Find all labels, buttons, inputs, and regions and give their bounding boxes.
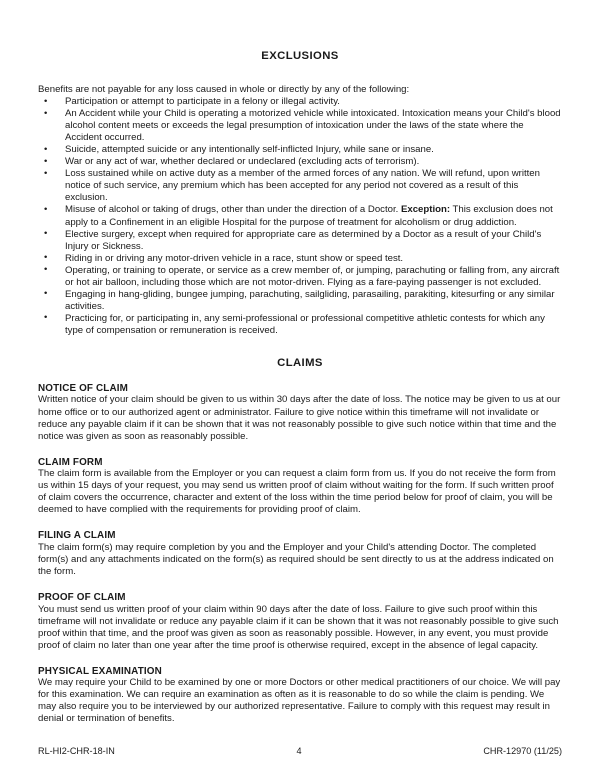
- claims-section-body: We may require your Child to be examined by one or more Doctors or other medical practitioners of our choice. We will pay for this examination. We can require an examination as often as it is reasonable to do so while the claim is pending. We may also require you to be interviewed by our authorized representative. Failure to comply with this request may result in denial or termination of benefits.: [38, 677, 561, 725]
- claims-section-heading: FILING A CLAIM: [38, 530, 116, 542]
- exclusion-item: • Operating, or training to operate, or service as a crew member of, or jumping, parachuting or falling from, any aircraft or hot air balloon, including those which are not motor-driven. Flying as a fare-paying passenger is not excluded.: [38, 265, 562, 289]
- exclusion-item: • War or any act of war, whether declared or undeclared (excluding acts of terrorism).: [38, 156, 562, 168]
- claims-sections: [38, 369, 562, 725]
- claims-heading: CLAIMS: [277, 356, 323, 369]
- exclusion-item: [38, 204, 562, 228]
- claims-section: [38, 652, 562, 726]
- claims-section-heading: NOTICE OF CLAIM: [38, 382, 129, 394]
- exclusion-item: • Participation or attempt to participate in a felony or illegal activity.: [38, 96, 562, 108]
- exclusion-item: • Engaging in hang-gliding, bungee jumping, parachuting, sailgliding, parasailing, parakiting, kitesurfing or any similar activities.: [38, 289, 562, 313]
- exclusion-item: • Practicing for, or participating in, any semi-professional or professional competitive athletic contests for which any type of compensation or remuneration is received.: [38, 313, 562, 337]
- exclusion-item: • Elective surgery, except when required for appropriate care as determined by a Doctor as a result of your Child's Injury or Sickness.: [38, 229, 562, 253]
- exclusion-item-text-continued: This exclusion does not apply to a Confinement in an eligible Hospital for the purpose of treatment for alcoholism or drug addiction.: [65, 204, 553, 228]
- page-footer: [38, 746, 562, 756]
- claims-section: [38, 578, 562, 652]
- claims-section-body: The claim form(s) may require completion by you and the Employer and your Child's attending Doctor. The completed form(s) and any attachments indicated on the form(s) as required should be sent directly to us at the address indicated on the form.: [38, 541, 554, 577]
- footer-form-number: RL-HI2-CHR-18-IN: [38, 746, 115, 756]
- claims-section: [38, 443, 562, 517]
- claims-section-body: You must send us written proof of your claim within 90 days after the date of loss. Failure to give such proof within this timeframe will not invalidate or reduce any payable claim if it can be shown that it was not reasonably possible to give such proof within that time, and the proof was given as soon as reasonably possible. However, in any event, you must provide proof of claim no later than one year after the time proof is otherwise required, except in the absence of legal capacity.: [38, 603, 559, 651]
- exclusion-item: • An Accident while your Child is operating a motorized vehicle while intoxicated. Intoxication means your Child's blood alcohol content meets or exceeds the legal presumption of intoxication under the laws of the state where the Accident occurred.: [38, 108, 562, 144]
- exclusion-item: • Suicide, attempted suicide or any intentionally self-inflicted Injury, while sane or insane.: [38, 144, 562, 156]
- claims-section-body: Written notice of your claim should be given to us within 30 days after the date of loss. The notice may be given to us at our home office or to our authorized agent or administrator. Failure to give notice within this timeframe will not invalidate or reduce any payable claim if it can be shown that it was not reasonably possible to give such notice within that time and the notice was given as soon as reasonably possible.: [38, 394, 561, 442]
- claims-section-body: The claim form is available from the Employer or you can request a claim form from us. If you do not receive the form from us within 15 days of your request, you may send us written proof of claim without waiting for the form. If such written proof of claim covers the occurrence, character and extent of the loss within the time period below for proof of claim, you will be deemed to have complied with the requirements for providing proof of claim.: [38, 468, 556, 516]
- exclusion-item-text: Misuse of alcohol or taking of drugs, other than under the direction of a Doctor.: [65, 204, 401, 216]
- exclusion-item: • Riding in or driving any motor-driven vehicle in a race, stunt show or speed test.: [38, 253, 562, 265]
- claims-section-heading: PROOF OF CLAIM: [38, 592, 126, 603]
- exclusion-item-emphasis: Exception:: [400, 204, 451, 216]
- claims-section-heading: PHYSICAL EXAMINATION: [38, 665, 162, 677]
- claims-section-heading: CLAIM FORM: [38, 456, 103, 468]
- exclusions-list: [38, 96, 562, 337]
- claims-section: [38, 516, 562, 578]
- exclusions-heading: EXCLUSIONS: [261, 50, 339, 62]
- footer-page-number: 4: [296, 746, 302, 756]
- exclusions-intro-text: Benefits are not payable for any loss caused in whole or directly by any of the following:: [38, 84, 410, 95]
- footer-document-code: CHR-12970 (11/25): [483, 746, 562, 756]
- claims-section: [38, 369, 562, 443]
- exclusion-item: • Loss sustained while on active duty as a member of the armed forces of any nation. We will refund, upon written notice of such service, any premium which has been accepted for any period not covered as a result of this exclusion.: [38, 168, 562, 204]
